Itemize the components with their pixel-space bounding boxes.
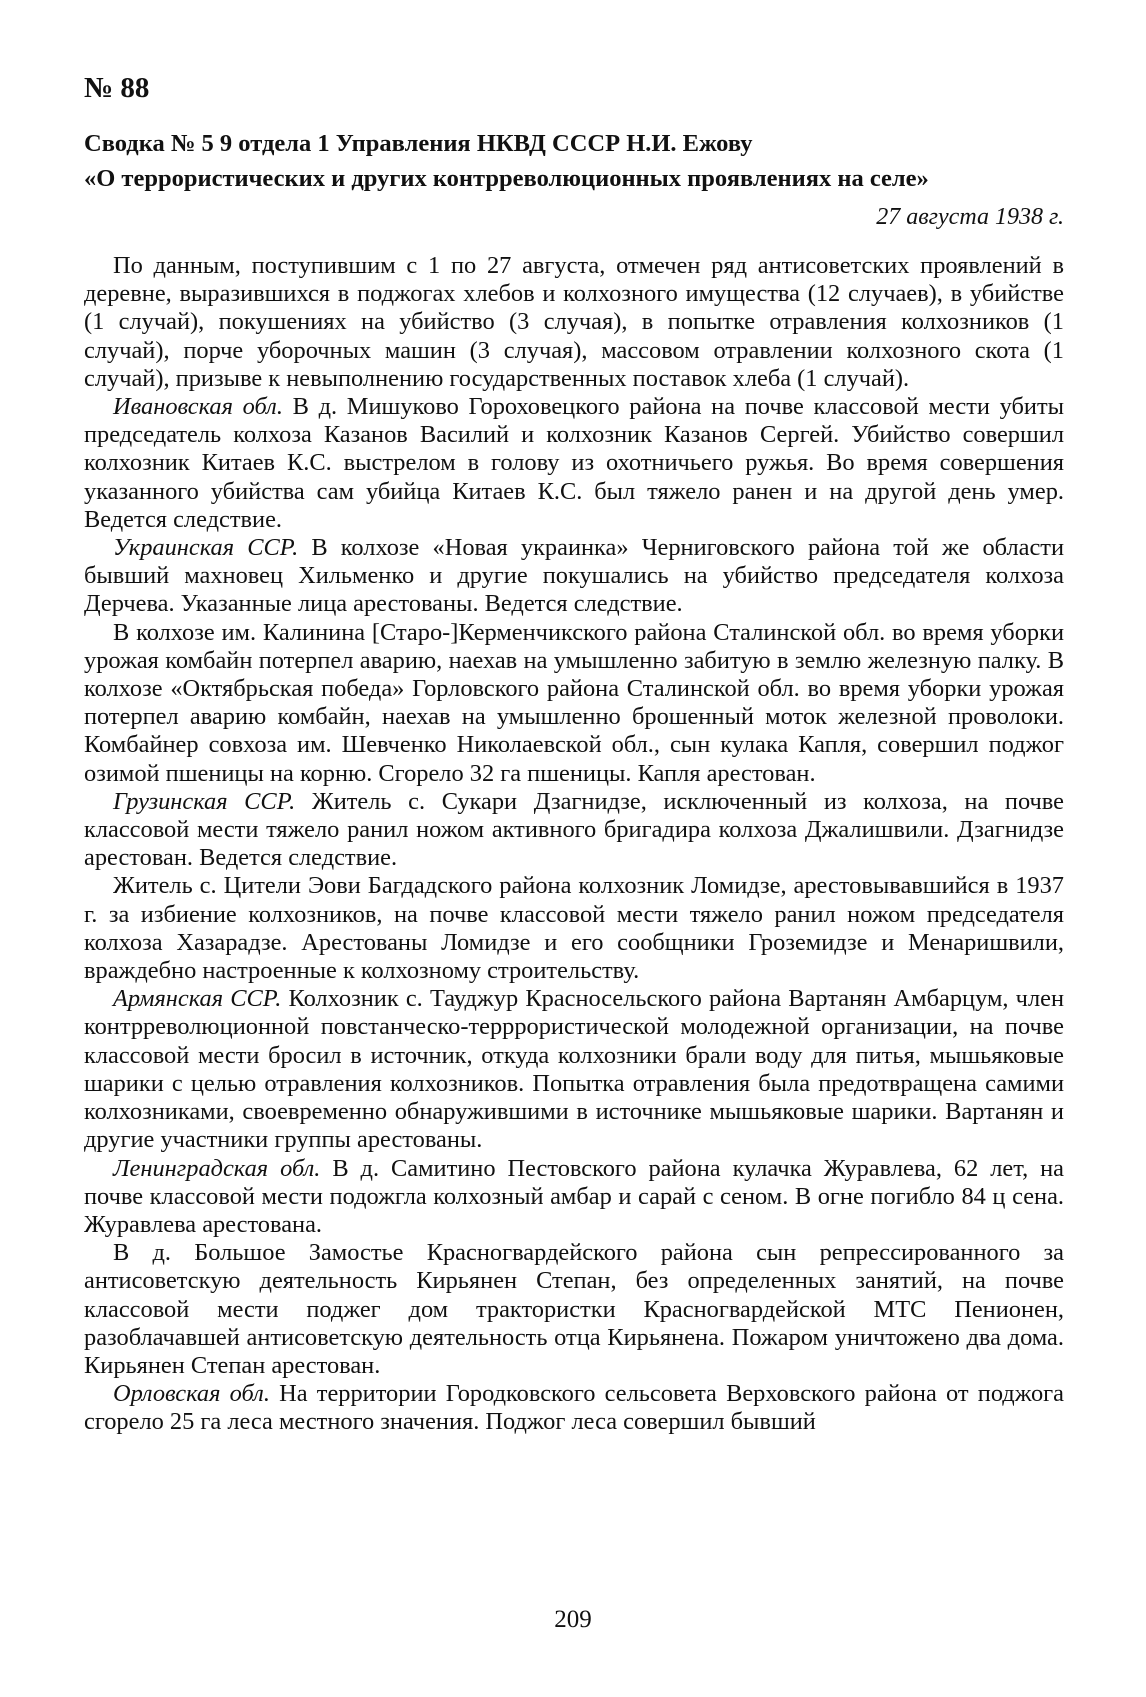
page-number: 209	[554, 1606, 592, 1633]
paragraph	[84, 619, 1064, 788]
region-label: Украинская ССР.	[113, 534, 299, 562]
paragraph	[84, 1155, 1064, 1240]
paragraph-text: В д. Самитино Пестовского района кулачка Журавлева, 62 лет, на почве классовой мести подожгла колхозный амбар и сарай с сеном. В огне погибло 84 ц сена. Журавлева арестована.	[84, 1154, 1064, 1238]
paragraph	[84, 872, 1064, 985]
paragraph-text: В колхозе им. Калинина [Старо-]Керменчикского района Сталинской обл. во время уборки урожая комбайн потерпел аварию, наехав на умышленно забитую в землю железную палку. В колхозе «Октябрьская победа» Горловского района Сталинской обл. во время уборки урожая потерпел аварию комбайн, наехав на умышленно брошенный моток железной проволоки. Комбайнер совхоза им. Шевченко Николаевской обл., сын кулака Капля, совершил поджог озимой пшеницы на корню. Сгорело 32 га пшеницы. Капля арестован.	[84, 618, 1064, 787]
document-date: 27 августа 1938 г.	[876, 204, 1064, 230]
paragraph-text: Колхозник с. Тауджур Красносельского района Вартанян Амбарцум, член контрреволюционной повстанческо-терррористической молодежной организации, на почве классовой мести бросил в источник, откуда колхозники брали воду для питья, мышьяковые шарики с целью отравления колхозников. Попытка отравления была предотвращена самими колхозниками, своевременно обнаружившими в источнике мышьяковые шарики. Вартанян и другие участники группы арестованы.	[84, 985, 1064, 1154]
paragraph	[84, 393, 1064, 534]
paragraph-text: Житель с. Сукари Дзагнидзе, исключенный из колхоза, на почве классовой мести тяжело ранил ножом активного бригадира колхоза Джалишвили. Дзагнидзе арестован. Ведется следствие.	[84, 787, 1064, 872]
document-title-line-1: Сводка № 5 9 отдела 1 Управления НКВД СССР Н.И. Ежову	[84, 130, 753, 157]
region-label: Орловская обл.	[113, 1380, 270, 1408]
paragraph-text: Житель с. Цители Эови Багдадского района колхозник Ломидзе, арестовывавшийся в 1937 г. за избиение колхозников, на почве классовой мести тяжело ранил ножом председателя колхоза Хазарадзе. Арестованы Ломидзе и его сообщники Гроземидзе и Менаришвили, враждебно настроенные к колхозному строительству.	[84, 872, 1064, 985]
paragraph	[84, 252, 1064, 393]
document-body	[84, 252, 1064, 1437]
region-label: Ленинградская обл.	[113, 1154, 321, 1182]
paragraph-text: В д. Мишуково Гороховецкого района на почве классовой мести убиты председатель колхоза Казанов Василий и колхозник Казанов Сергей. Убийство совершил колхозник Китаев К.С. выстрелом в голову из охотничьего ружья. Во время совершения указанного убийства сам убийца Китаев К.С. был тяжело ранен и на другой день умер. Ведется следствие.	[84, 393, 1064, 533]
region-label: Армянская ССР.	[113, 985, 282, 1013]
region-label: Грузинская ССР.	[113, 787, 296, 815]
paragraph	[84, 985, 1064, 1154]
paragraph	[84, 788, 1064, 873]
paragraph	[84, 534, 1064, 619]
region-label: Ивановская обл.	[113, 393, 283, 421]
paragraph-text: В колхозе «Новая украинка» Черниговского района той же области бывший махновец Хильменко и другие покушались на убийство председателя колхоза Дерчева. Указанные лица арестованы. Ведется следствие.	[84, 534, 1064, 618]
document-number: № 88	[84, 72, 150, 104]
document-title-line-2: «О террористических и других контрреволюционных проявлениях на селе»	[84, 165, 929, 192]
paragraph-text: По данным, поступившим с 1 по 27 августа, отмечен ряд антисоветских проявлений в деревне, выразившихся в поджогах хлебов и колхозного имущества (12 случаев), в убийстве (1 случай), покушениях на убийство (3 случая), в попытке отравления колхозников (1 случай), порче уборочных машин (3 случая), массовом отравлении колхозного скота (1 случай), призыве к невыполнению государственных поставок хлеба (1 случай).	[84, 252, 1064, 392]
paragraph	[84, 1239, 1064, 1380]
paragraph	[84, 1380, 1064, 1436]
paragraph-text: На территории Городковского сельсовета Верховского района от поджога сгорело 25 га леса местного значения. Поджог леса совершил бывший	[84, 1380, 1064, 1436]
paragraph-text: В д. Большое Замостье Красногвардейского района сын репрессированного за антисоветскую деятельность Кирьянен Степан, без определенных занятий, на почве классовой мести поджег дом трактористки Красногвардейской МТС Пенионен, разоблачавшей антисоветскую деятельность отца Кирьянена. Пожаром уничтожено два дома. Кирьянен Степан арестован.	[84, 1239, 1064, 1379]
